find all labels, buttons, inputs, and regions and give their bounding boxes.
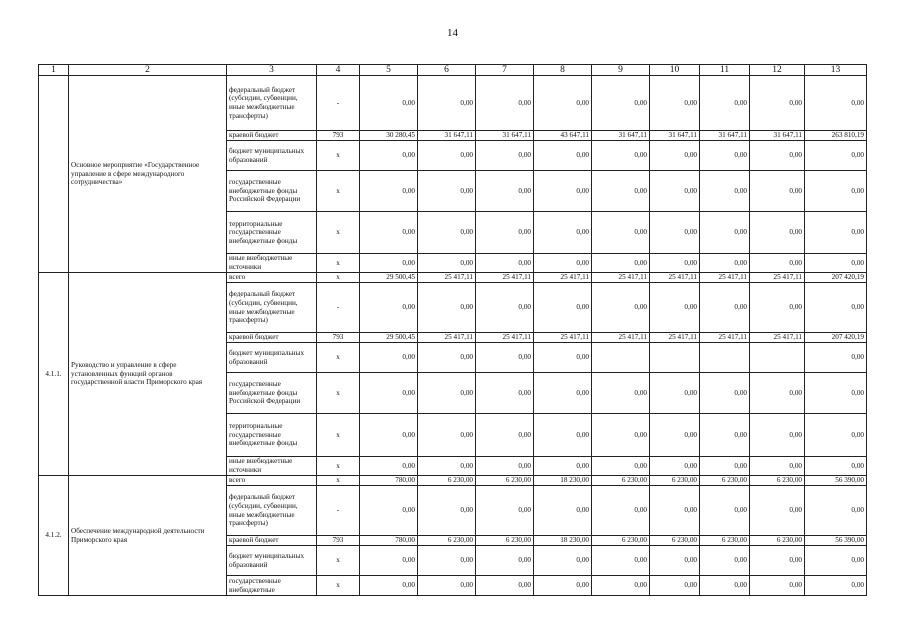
table-row: [39, 273, 867, 283]
amount-cell: 0,00: [700, 283, 750, 333]
amount-cell: 0,00: [592, 486, 650, 536]
budget-code: 793: [317, 333, 360, 343]
funding-source: всего: [227, 273, 317, 283]
amount-cell: 780,00: [360, 476, 418, 486]
funding-source: государственные внебюджетные: [227, 576, 317, 596]
amount-cell: 0,00: [805, 76, 867, 131]
funding-source: бюджет муниципальных образований: [227, 546, 317, 576]
amount-cell: 25 417,11: [534, 273, 592, 283]
amount-cell: 0,00: [418, 486, 476, 536]
amount-cell: 0,00: [418, 343, 476, 373]
amount-cell: 0,00: [360, 254, 418, 273]
measure-title: Руководство и управление в сфере установленных функций органов государственной власти Приморского края: [69, 273, 227, 476]
amount-cell: 0,00: [650, 546, 700, 576]
amount-cell: 56 390,00: [805, 476, 867, 486]
amount-cell: 0,00: [805, 414, 867, 457]
amount-cell: 0,00: [805, 576, 867, 596]
amount-cell: 0,00: [700, 546, 750, 576]
amount-cell: 207 420,19: [805, 333, 867, 343]
amount-cell: 0,00: [476, 212, 534, 254]
amount-cell: 0,00: [592, 373, 650, 414]
amount-cell: 0,00: [476, 76, 534, 131]
amount-cell: 25 417,11: [534, 333, 592, 343]
amount-cell: 0,00: [592, 283, 650, 333]
budget-code: 793: [317, 536, 360, 546]
column-header: 4: [317, 65, 360, 76]
column-header: 9: [592, 65, 650, 76]
column-header: 11: [700, 65, 750, 76]
amount-cell: 0,00: [360, 546, 418, 576]
amount-cell: 0,00: [360, 141, 418, 171]
budget-code: х: [317, 212, 360, 254]
amount-cell: 0,00: [650, 373, 700, 414]
amount-cell: 0,00: [650, 254, 700, 273]
budget-code: х: [317, 171, 360, 212]
amount-cell: 18 230,00: [534, 536, 592, 546]
section-number: [39, 76, 69, 273]
amount-cell: 6 230,00: [650, 476, 700, 486]
amount-cell: 0,00: [700, 171, 750, 212]
amount-cell: 0,00: [592, 254, 650, 273]
page-number: 14: [447, 27, 458, 39]
amount-cell: 6 230,00: [650, 536, 700, 546]
amount-cell: 0,00: [534, 546, 592, 576]
amount-cell: 6 230,00: [418, 536, 476, 546]
amount-cell: 0,00: [534, 486, 592, 536]
amount-cell: 0,00: [805, 171, 867, 212]
amount-cell: 0,00: [418, 254, 476, 273]
amount-cell: 0,00: [592, 171, 650, 212]
amount-cell: 0,00: [592, 212, 650, 254]
amount-cell: 0,00: [650, 171, 700, 212]
amount-cell: 0,00: [418, 457, 476, 476]
amount-cell: 0,00: [418, 546, 476, 576]
funding-source: бюджет муниципальных образований: [227, 343, 317, 373]
amount-cell: 0,00: [360, 283, 418, 333]
table-row: [39, 476, 867, 486]
amount-cell: 0,00: [805, 486, 867, 536]
amount-cell: 25 417,11: [476, 333, 534, 343]
amount-cell: 0,00: [476, 141, 534, 171]
amount-cell: 0,00: [750, 141, 805, 171]
amount-cell: 0,00: [534, 212, 592, 254]
amount-cell: 0,00: [700, 254, 750, 273]
amount-cell: 0,00: [805, 546, 867, 576]
amount-cell: 25 417,11: [700, 333, 750, 343]
amount-cell: 0,00: [534, 343, 592, 373]
column-header: 6: [418, 65, 476, 76]
amount-cell: 263 810,19: [805, 131, 867, 141]
amount-cell: 25 417,11: [592, 333, 650, 343]
amount-cell: 0,00: [750, 576, 805, 596]
amount-cell: 31 647,11: [592, 131, 650, 141]
amount-cell: 6 230,00: [750, 476, 805, 486]
funding-source: краевой бюджет: [227, 536, 317, 546]
section-number: 4.1.1.: [39, 273, 69, 476]
budget-table: [38, 64, 867, 596]
column-header: 7: [476, 65, 534, 76]
column-header: 12: [750, 65, 805, 76]
budget-code: х: [317, 414, 360, 457]
column-header: 1: [39, 65, 69, 76]
amount-cell: 0,00: [650, 414, 700, 457]
amount-cell: 0,00: [476, 546, 534, 576]
amount-cell: 0,00: [805, 343, 867, 373]
amount-cell: 0,00: [650, 576, 700, 596]
amount-cell: [592, 343, 650, 373]
funding-source: федеральный бюджет (субсидии, субвенции, иные межбюджетные трансферты): [227, 486, 317, 536]
amount-cell: 0,00: [534, 171, 592, 212]
amount-cell: 25 417,11: [476, 273, 534, 283]
amount-cell: 0,00: [476, 343, 534, 373]
amount-cell: 0,00: [418, 414, 476, 457]
budget-code: х: [317, 373, 360, 414]
amount-cell: [750, 343, 805, 373]
budget-code: х: [317, 273, 360, 283]
amount-cell: 0,00: [700, 414, 750, 457]
amount-cell: 6 230,00: [476, 476, 534, 486]
amount-cell: 0,00: [592, 576, 650, 596]
table-row: [39, 76, 867, 131]
amount-cell: 30 280,45: [360, 131, 418, 141]
amount-cell: 0,00: [750, 212, 805, 254]
column-header: 2: [69, 65, 227, 76]
amount-cell: 0,00: [418, 76, 476, 131]
amount-cell: 31 647,11: [700, 131, 750, 141]
amount-cell: 25 417,11: [650, 273, 700, 283]
amount-cell: 0,00: [418, 283, 476, 333]
amount-cell: 0,00: [418, 576, 476, 596]
amount-cell: 0,00: [650, 283, 700, 333]
amount-cell: 25 417,11: [418, 333, 476, 343]
amount-cell: 207 420,19: [805, 273, 867, 283]
funding-source: федеральный бюджет (субсидии, субвенции, иные межбюджетные трансферты): [227, 76, 317, 131]
amount-cell: 0,00: [418, 212, 476, 254]
amount-cell: 0,00: [750, 254, 805, 273]
amount-cell: 0,00: [360, 373, 418, 414]
amount-cell: 6 230,00: [592, 536, 650, 546]
amount-cell: 29 500,45: [360, 333, 418, 343]
amount-cell: 0,00: [700, 576, 750, 596]
budget-code: -: [317, 486, 360, 536]
budget-code: х: [317, 476, 360, 486]
budget-code: х: [317, 576, 360, 596]
funding-source: всего: [227, 476, 317, 486]
amount-cell: 25 417,11: [750, 333, 805, 343]
amount-cell: 0,00: [360, 414, 418, 457]
amount-cell: 31 647,11: [750, 131, 805, 141]
amount-cell: 0,00: [805, 212, 867, 254]
amount-cell: 0,00: [650, 141, 700, 171]
amount-cell: 0,00: [700, 457, 750, 476]
budget-code: -: [317, 283, 360, 333]
amount-cell: 0,00: [418, 171, 476, 212]
amount-cell: 0,00: [360, 486, 418, 536]
amount-cell: 0,00: [476, 457, 534, 476]
amount-cell: 0,00: [805, 373, 867, 414]
amount-cell: 6 230,00: [750, 536, 805, 546]
funding-source: иные внебюджетные источники: [227, 457, 317, 476]
amount-cell: 0,00: [805, 141, 867, 171]
amount-cell: 0,00: [700, 212, 750, 254]
amount-cell: 31 647,11: [418, 131, 476, 141]
amount-cell: 0,00: [650, 486, 700, 536]
amount-cell: 0,00: [360, 576, 418, 596]
amount-cell: 0,00: [476, 414, 534, 457]
amount-cell: 0,00: [418, 373, 476, 414]
budget-code: -: [317, 76, 360, 131]
amount-cell: 25 417,11: [750, 273, 805, 283]
amount-cell: 0,00: [476, 283, 534, 333]
amount-cell: 0,00: [418, 141, 476, 171]
amount-cell: 0,00: [476, 373, 534, 414]
amount-cell: 31 647,11: [476, 131, 534, 141]
amount-cell: 0,00: [360, 171, 418, 212]
amount-cell: 0,00: [750, 486, 805, 536]
amount-cell: 0,00: [750, 457, 805, 476]
budget-code: 793: [317, 131, 360, 141]
amount-cell: 780,00: [360, 536, 418, 546]
amount-cell: 25 417,11: [592, 273, 650, 283]
amount-cell: 0,00: [750, 76, 805, 131]
amount-cell: 25 417,11: [650, 333, 700, 343]
amount-cell: 0,00: [750, 373, 805, 414]
amount-cell: 0,00: [700, 373, 750, 414]
funding-source: территориальные государственные внебюджетные фонды: [227, 212, 317, 254]
amount-cell: 0,00: [750, 171, 805, 212]
column-header: 10: [650, 65, 700, 76]
amount-cell: 0,00: [360, 212, 418, 254]
amount-cell: 0,00: [592, 546, 650, 576]
amount-cell: 0,00: [534, 76, 592, 131]
amount-cell: 25 417,11: [700, 273, 750, 283]
amount-cell: 6 230,00: [700, 536, 750, 546]
amount-cell: 0,00: [360, 76, 418, 131]
amount-cell: 0,00: [650, 76, 700, 131]
funding-source: государственные внебюджетные фонды Российской Федерации: [227, 171, 317, 212]
funding-source: бюджет муниципальных образований: [227, 141, 317, 171]
budget-code: х: [317, 141, 360, 171]
amount-cell: 0,00: [534, 254, 592, 273]
amount-cell: 0,00: [805, 283, 867, 333]
funding-source: государственные внебюджетные фонды Российской Федерации: [227, 373, 317, 414]
column-header: 8: [534, 65, 592, 76]
funding-source: федеральный бюджет (субсидии, субвенции, иные межбюджетные трансферты): [227, 283, 317, 333]
measure-title: Обеспечение международной деятельности Приморского края: [69, 476, 227, 596]
amount-cell: 18 230,00: [534, 476, 592, 486]
funding-source: территориальные государственные внебюджетные фонды: [227, 414, 317, 457]
amount-cell: 6 230,00: [476, 536, 534, 546]
amount-cell: 0,00: [534, 414, 592, 457]
amount-cell: 29 500,45: [360, 273, 418, 283]
amount-cell: 0,00: [592, 414, 650, 457]
amount-cell: 6 230,00: [418, 476, 476, 486]
amount-cell: 0,00: [534, 373, 592, 414]
amount-cell: 25 417,11: [418, 273, 476, 283]
amount-cell: 0,00: [750, 546, 805, 576]
amount-cell: 0,00: [805, 254, 867, 273]
column-header: 3: [227, 65, 317, 76]
amount-cell: 0,00: [360, 343, 418, 373]
amount-cell: 0,00: [476, 576, 534, 596]
column-header: 13: [805, 65, 867, 76]
amount-cell: 0,00: [534, 457, 592, 476]
measure-title: Основное мероприятие «Государственное управление в сфере международного сотрудничества»: [69, 76, 227, 273]
amount-cell: [650, 343, 700, 373]
amount-cell: 0,00: [650, 212, 700, 254]
amount-cell: 0,00: [650, 457, 700, 476]
amount-cell: 56 390,00: [805, 536, 867, 546]
funding-source: иные внебюджетные источники: [227, 254, 317, 273]
amount-cell: 0,00: [534, 141, 592, 171]
budget-code: х: [317, 457, 360, 476]
amount-cell: [700, 343, 750, 373]
amount-cell: 0,00: [700, 141, 750, 171]
amount-cell: 0,00: [476, 254, 534, 273]
amount-cell: 0,00: [805, 457, 867, 476]
amount-cell: 31 647,11: [650, 131, 700, 141]
budget-code: х: [317, 343, 360, 373]
funding-source: краевой бюджет: [227, 333, 317, 343]
budget-code: х: [317, 254, 360, 273]
column-header: 5: [360, 65, 418, 76]
funding-source: краевой бюджет: [227, 131, 317, 141]
amount-cell: 6 230,00: [592, 476, 650, 486]
amount-cell: 0,00: [476, 171, 534, 212]
section-number: 4.1.2.: [39, 476, 69, 596]
amount-cell: 0,00: [534, 576, 592, 596]
header-row: [39, 65, 867, 76]
amount-cell: 43 647,11: [534, 131, 592, 141]
amount-cell: 6 230,00: [700, 476, 750, 486]
budget-code: х: [317, 546, 360, 576]
amount-cell: 0,00: [700, 76, 750, 131]
amount-cell: 0,00: [534, 283, 592, 333]
amount-cell: 0,00: [750, 283, 805, 333]
amount-cell: 0,00: [476, 486, 534, 536]
amount-cell: 0,00: [360, 457, 418, 476]
amount-cell: 0,00: [750, 414, 805, 457]
amount-cell: 0,00: [592, 457, 650, 476]
amount-cell: 0,00: [592, 141, 650, 171]
amount-cell: 0,00: [592, 76, 650, 131]
amount-cell: 0,00: [700, 486, 750, 536]
